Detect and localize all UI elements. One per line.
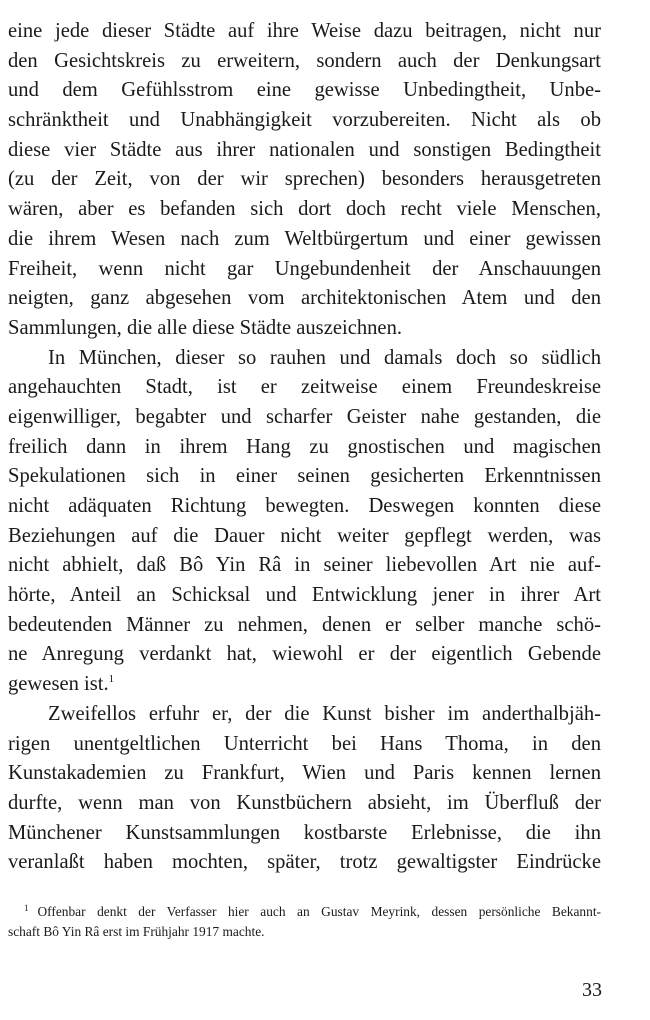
text-line: In München, dieser so rauhen und damals doch so südlich (48, 346, 601, 369)
text-line: ne Anregung verdankt hat, wiewohl er der eigentlich Gebende (8, 643, 601, 666)
footnote-reference[interactable]: 1 (108, 673, 115, 686)
footnote-line: schaft Bô Yin Râ erst im Frühjahr 1917 machte. (8, 924, 265, 939)
text-line: nicht adäquaten Richtung bewegten. Deswegen konnten diese (8, 495, 601, 517)
text-line: eigenwilliger, begabter und scharfer Geister nahe gestanden, die (8, 405, 601, 428)
footnote (8, 902, 601, 942)
text-line-content: gewesen ist. (8, 673, 109, 696)
text-line: freilich dann in ihrem Hang zu gnostischen und magischen (8, 435, 601, 458)
text-line: Sammlungen, die alle diese Städte auszeichnen. (8, 316, 403, 339)
text-line: neigten, ganz abgesehen vom architektonischen Atem und den (8, 287, 601, 310)
text-line: durfte, wenn man von Kunstbüchern absieht, im Überfluß der (8, 791, 601, 814)
text-line: rigen unentgeltlichen Unterricht bei Hans Thoma, in den (8, 732, 601, 755)
footnote-line (8, 902, 601, 922)
footnote-marker: 1 (24, 902, 29, 913)
text-line: wären, aber es befanden sich dort doch recht viele Menschen, (8, 198, 601, 221)
text-line: schränktheit und Unabhängigkeit vorzubereiten. Nicht als ob (8, 109, 601, 132)
text-line: angehauchten Stadt, ist er zeitweise einem Freundeskreise (8, 376, 601, 399)
text-line: Beziehungen auf die Dauer nicht weiter gepflegt werden, was (8, 524, 601, 547)
text-line: und dem Gefühlsstrom eine gewisse Unbedingtheit, Unbe- (8, 79, 601, 102)
footnote-text: Offenbar denkt der Verfasser hier auch an Gustav Meyrink, dessen persönliche Bekannt- (37, 904, 601, 919)
text-line: bedeutenden Männer zu nehmen, denen er selber manche schö- (8, 613, 601, 636)
text-line: die ihrem Wesen nach zum Weltbürgertum und einer gewissen (8, 227, 601, 250)
text-line: Spekulationen sich in einer seinen gesicherten Erkenntnissen (8, 465, 601, 488)
text-line: Münchener Kunstsammlungen kostbarste Erlebnisse, die ihn (8, 821, 601, 844)
text-line: Kunstakademien zu Frankfurt, Wien und Paris kennen lernen (8, 762, 601, 785)
text-line: den Gesichtskreis zu erweitern, sondern auch der Denkungsart (8, 49, 601, 72)
page-number: 33 (582, 979, 602, 1001)
text-line: hörte, Anteil an Schicksal und Entwicklung jener in ihrer Art (8, 584, 601, 607)
text-line: eine jede dieser Städte auf ihre Weise dazu beitragen, nicht nur (8, 20, 601, 42)
text-line: (zu der Zeit, von der wir sprechen) besonders herausgetreten (8, 168, 601, 191)
body-text (8, 17, 601, 878)
text-line: veranlaßt haben mochten, später, trotz gewaltigster Eindrücke (8, 851, 601, 874)
text-line-with-footnote-ref (8, 670, 601, 700)
text-line: diese vier Städte aus ihrer nationalen und sonstigen Bedingtheit (8, 138, 601, 161)
text-line: Freiheit, wenn nicht gar Ungebundenheit der Anschauungen (8, 257, 601, 280)
text-line: Zweifellos erfuhr er, der die Kunst bisher im anderthalbjäh- (48, 702, 601, 725)
text-line: nicht abhielt, daß Bô Yin Râ in seiner liebevollen Art nie auf- (8, 554, 601, 577)
